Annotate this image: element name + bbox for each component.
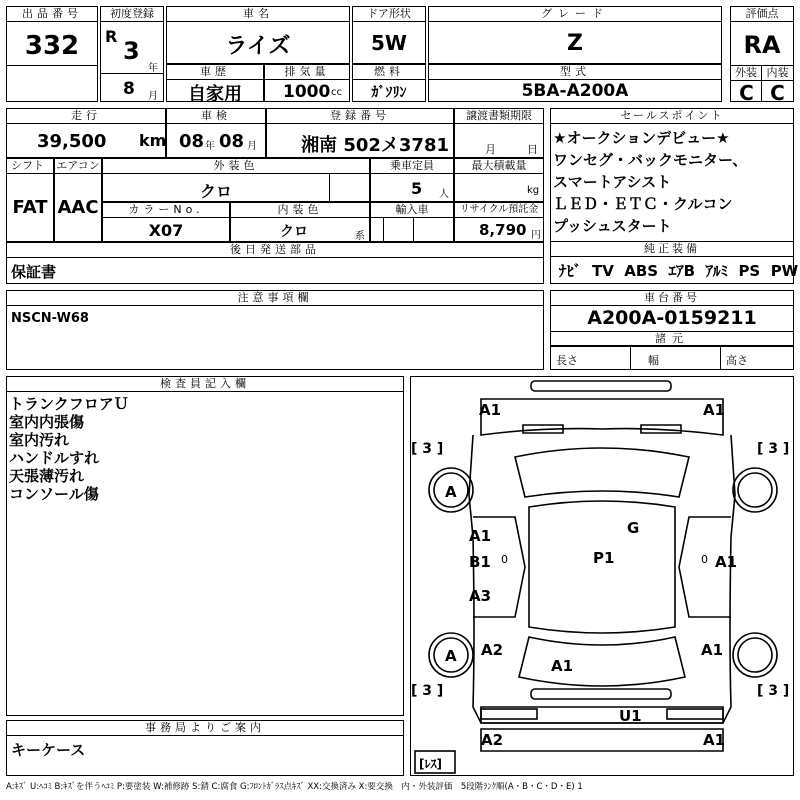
spec-height: 高さ	[726, 354, 748, 367]
car-diagram-svg	[411, 377, 793, 775]
equip-item: ﾅﾋﾞ	[559, 262, 582, 280]
reg-year: 3	[123, 37, 140, 65]
lot-number: 332	[24, 31, 80, 61]
inspector-line: 天張薄汚れ	[9, 467, 85, 485]
insp-month-unit: 月	[247, 141, 257, 152]
capacity-cell	[370, 158, 454, 202]
mark-front-right: A1	[703, 401, 726, 419]
displacement-cell	[264, 64, 350, 102]
rear-window-outline	[519, 637, 685, 686]
spec-row	[550, 345, 794, 370]
transfer-cell	[454, 108, 544, 158]
ac-cell	[54, 158, 102, 242]
mark-qtr-rl: A2	[481, 641, 504, 659]
rear-bumper-outline	[481, 729, 726, 751]
legend: A:ｷｽﾞ U:ﾍｺﾐ B:ｷｽﾞを伴うﾍｺﾐ P:要塗装 W:補修跡 S:錆 C:腐食 G:ﾌﾛﾝﾄｶﾞﾗｽ点ｷｽﾞ XX:交換済み X:要交換 内・外装評価 5段階ﾗﾝｸ順(A・B・C・D・E) 1	[6, 782, 583, 792]
color-no: X07	[148, 221, 184, 240]
lot-cell	[6, 6, 98, 102]
model: 5BA-A200A	[521, 81, 629, 101]
transfer-day: 日	[527, 143, 538, 156]
mark-tread-fl: [ 3 ]	[411, 441, 444, 457]
insp-year: 08	[179, 131, 205, 152]
mark-door-fl2-small: 0	[501, 553, 508, 566]
mark-door-fl2: B1	[469, 553, 491, 571]
divider	[100, 73, 164, 74]
equip-item: ｱﾙﾐ	[705, 262, 728, 280]
notes-text: NSCN-W68	[11, 311, 89, 326]
rear-lamp-right	[667, 709, 723, 719]
reg-year-unit: 年	[148, 63, 158, 74]
mark-door-fr-small: 0	[701, 553, 708, 566]
divider	[329, 173, 330, 202]
spec-width: 幅	[648, 354, 659, 367]
spec-length: 長さ	[556, 354, 578, 367]
damage-diagram	[410, 376, 794, 776]
wheel-fr-inner	[738, 473, 772, 507]
equip-item: ABS	[624, 262, 659, 280]
mark-door-rl: A3	[469, 587, 492, 605]
score-label: 評価点	[730, 6, 794, 22]
grade-label: グレード	[428, 6, 722, 22]
inspector-label: 検査員記入欄	[6, 376, 404, 392]
mark-wheel-rl: A	[445, 647, 457, 665]
max-load-label: 最大積載量	[454, 158, 544, 174]
shift-cell	[6, 158, 54, 242]
fuel-cell	[352, 64, 426, 102]
front-bumper-outline	[531, 381, 671, 391]
ext-color: クロ	[199, 182, 232, 201]
ac-label: エアコン	[54, 158, 102, 174]
later-cell	[6, 242, 544, 284]
car-name: ライズ	[225, 34, 291, 59]
int-color-cell	[230, 202, 370, 242]
ext-color-label: 外装色	[102, 158, 370, 174]
sales-label: セールスポイント	[550, 108, 794, 124]
chassis-cell	[550, 290, 794, 370]
model-label: 型式	[428, 64, 722, 80]
displacement-label: 排気量	[264, 64, 350, 80]
inspector-cell	[6, 376, 404, 716]
divider	[413, 217, 414, 242]
chassis-number: A200A-0159211	[587, 307, 757, 329]
notes-label: 注意事項欄	[6, 290, 544, 306]
int-label: 内装	[761, 65, 794, 81]
sales-cell	[550, 108, 799, 284]
int-color: クロ	[280, 224, 308, 240]
grade: Z	[567, 31, 583, 56]
mark-glass: G	[627, 519, 640, 537]
capacity-label: 乗車定員	[370, 158, 454, 174]
inspector-line: 室内内張傷	[9, 413, 85, 431]
equip-item: TV	[591, 262, 614, 280]
sales-point: スマートアシスト	[553, 173, 672, 191]
mark-tread-rr: [ 3 ]	[757, 683, 790, 699]
rear-lamp-left	[481, 709, 537, 719]
rear-garnish-outline	[531, 689, 671, 699]
sales-point: ★オークションデビュー★	[553, 129, 730, 147]
ext-label: 外装	[730, 65, 762, 81]
office-label: 事務局よりご案内	[6, 720, 404, 736]
history-cell	[166, 64, 264, 105]
max-load-cell	[454, 158, 544, 202]
mileage-label: 走行	[6, 108, 166, 124]
ext-score: C	[739, 81, 754, 105]
divider	[630, 346, 631, 370]
later-parts: 保証書	[11, 263, 57, 281]
door-label: ドア形状	[352, 6, 426, 22]
mark-rear-right: A1	[703, 731, 726, 749]
mileage-cell	[6, 108, 166, 158]
recycle-unit: 円	[531, 230, 541, 241]
first-reg-cell	[100, 6, 164, 102]
body-outline	[469, 435, 738, 723]
displacement-unit: cc	[331, 87, 342, 98]
spec-label: 諸元	[550, 331, 794, 347]
inspector-line: トランクフロアＵ	[9, 395, 129, 413]
equip-item: ｴｱB	[668, 262, 696, 280]
model-cell	[428, 64, 722, 102]
mark-front-left: A1	[479, 401, 502, 419]
mark-tire-note: [ﾚｽ]	[419, 757, 442, 771]
equip-label: 純正装備	[550, 241, 794, 257]
plate-cell	[266, 108, 454, 158]
import-label: 輸入車	[370, 202, 454, 218]
plate: 湘南 502メ3781	[301, 135, 449, 156]
int-score: C	[770, 81, 785, 105]
capacity-unit: 人	[439, 189, 449, 200]
history: 自家用	[188, 84, 242, 105]
era: R	[105, 27, 118, 46]
wheel-rr-inner	[738, 638, 772, 672]
office-cell	[6, 720, 404, 776]
color-no-cell	[102, 202, 230, 242]
history-label: 車歴	[166, 64, 264, 80]
mark-trunk: A1	[551, 657, 574, 675]
divider	[383, 217, 384, 242]
mark-tread-fr: [ 3 ]	[757, 441, 790, 457]
windshield-outline	[515, 448, 689, 497]
sales-point: ワンセグ・バックモニター、	[553, 151, 748, 169]
capacity: 5	[411, 179, 423, 198]
ext-color-cell	[102, 158, 370, 202]
equip-item: PW	[770, 262, 799, 280]
wheel-fr	[733, 468, 777, 512]
mark-tread-rl: [ 3 ]	[411, 683, 444, 699]
mileage: 39,500	[37, 131, 107, 152]
mark-door-fl: A1	[469, 527, 492, 545]
sales-points	[553, 127, 747, 237]
displacement: 1000	[283, 82, 331, 102]
score: RA	[743, 31, 781, 59]
shift-label: シフト	[6, 158, 54, 174]
mark-door-fr: A1	[715, 553, 738, 571]
notes-cell	[6, 290, 544, 370]
door-cell	[352, 6, 426, 64]
color-no-label: カラーNo.	[102, 202, 230, 218]
plate-label: 登録番号	[266, 108, 454, 124]
score-cell	[730, 6, 794, 105]
fuel-label: 燃料	[352, 64, 426, 80]
door-type: 5W	[371, 31, 407, 55]
int-color-label: 内装色	[230, 202, 370, 218]
recycle-label: リサイクル預託金	[454, 202, 544, 218]
inspector-line: ハンドルすれ	[9, 449, 100, 467]
lot-label: 出品番号	[6, 6, 98, 22]
insp-month: 08	[219, 131, 245, 152]
inspector-notes	[9, 395, 129, 503]
fuel: ｶﾞｿﾘﾝ	[371, 85, 407, 101]
max-load-unit: kg	[527, 185, 540, 196]
reg-month: 8	[123, 79, 135, 99]
sales-point: ＬＥＤ・ＥＴＣ・クルコン	[553, 195, 733, 213]
inspection-label: 車検	[166, 108, 266, 124]
wheel-rr	[733, 633, 777, 677]
reg-month-unit: 月	[148, 91, 158, 102]
insp-year-unit: 年	[205, 141, 215, 152]
inspection-cell	[166, 108, 266, 158]
equipment-list	[559, 260, 798, 281]
recycle-cell	[454, 202, 544, 242]
hood-outline	[481, 399, 726, 435]
mark-rear-left: A2	[481, 731, 504, 749]
car-name-label: 車名	[166, 6, 350, 22]
equip-item: PS	[738, 262, 761, 280]
int-color-unit: 系	[355, 231, 365, 242]
grade-cell	[428, 6, 722, 64]
mark-rear-bumper: U1	[619, 707, 642, 725]
roof-outline	[529, 501, 675, 633]
chassis-label: 車台番号	[550, 290, 794, 306]
mark-roof: P1	[593, 549, 615, 567]
ac: AAC	[57, 197, 99, 218]
sales-point: プッシュスタート	[553, 217, 672, 235]
car-name-cell	[166, 6, 350, 64]
mark-wheel-fl: A	[445, 483, 457, 501]
mark-qtr-rr: A1	[701, 641, 724, 659]
first-reg-label: 初度登録	[100, 6, 164, 22]
import-cell	[370, 202, 454, 242]
office-text: キーケース	[11, 741, 86, 759]
transfer-month: 月	[485, 143, 496, 156]
inspector-line: 室内汚れ	[9, 431, 70, 449]
divider	[720, 346, 721, 370]
inspector-line: コンソール傷	[9, 485, 99, 503]
recycle: 8,790	[479, 221, 527, 239]
transfer-label: 譲渡書類期限	[454, 108, 544, 124]
mileage-unit: km	[139, 131, 167, 150]
divider	[6, 65, 98, 66]
later-label: 後日発送部品	[6, 242, 544, 258]
shift: FAT	[12, 197, 48, 218]
